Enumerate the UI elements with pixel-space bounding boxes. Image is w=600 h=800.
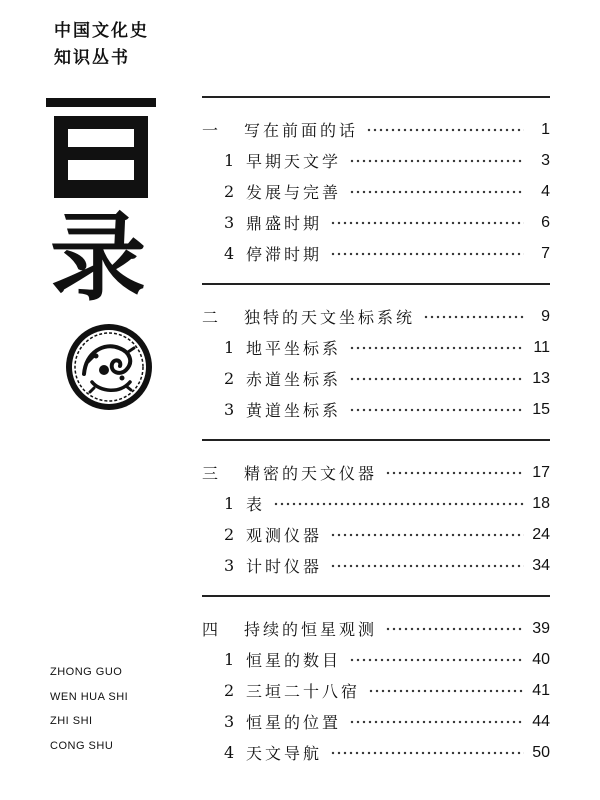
big-title-lu: 录 <box>50 202 146 314</box>
toc-section <box>202 96 550 269</box>
page-number: 41 <box>532 681 550 699</box>
toc-item-row[interactable] <box>202 519 550 550</box>
romanized-line: WEN HUA SHI <box>50 690 129 703</box>
item-number: 3 <box>224 556 235 575</box>
item-number: 1 <box>224 494 235 513</box>
page-number: 44 <box>532 712 550 730</box>
toc-item-row[interactable] <box>202 706 550 737</box>
dragon-seal-icon <box>64 322 154 412</box>
leader-dots <box>349 715 524 729</box>
chapter-number: 四 <box>202 620 219 639</box>
chapter-number: 一 <box>202 121 219 140</box>
page-number: 3 <box>541 151 550 169</box>
item-title: 停滞时期 <box>246 245 323 264</box>
item-number: 1 <box>224 650 235 669</box>
item-title: 恒星的位置 <box>246 713 342 732</box>
toc-item-row[interactable] <box>202 550 550 581</box>
page-number: 24 <box>532 525 550 543</box>
toc-item-row[interactable] <box>202 238 550 269</box>
leader-dots <box>349 341 524 355</box>
item-title: 恒星的数目 <box>246 651 342 670</box>
page-number: 34 <box>532 556 550 574</box>
leader-dots <box>368 684 524 698</box>
toc-section <box>202 595 550 768</box>
item-number: 1 <box>224 338 235 357</box>
chapter-title: 写在前面的话 <box>244 121 359 140</box>
toc-section <box>202 283 550 425</box>
leader-dots <box>273 497 524 511</box>
chapter-title: 持续的恒星观测 <box>244 620 378 639</box>
toc-item-row[interactable] <box>202 737 550 768</box>
item-title: 天文导航 <box>246 744 323 763</box>
page-number: 1 <box>541 120 550 138</box>
leader-dots <box>330 559 524 573</box>
leader-dots <box>349 154 524 168</box>
item-title: 表 <box>246 495 266 514</box>
leader-dots <box>385 466 524 480</box>
section-divider <box>202 595 550 597</box>
item-title: 计时仪器 <box>246 557 323 576</box>
item-number: 2 <box>224 681 235 700</box>
leader-dots <box>330 216 524 230</box>
big-title-mu <box>46 98 156 198</box>
item-title: 发展与完善 <box>246 183 342 202</box>
romanized-series-title <box>50 660 128 758</box>
page-number: 7 <box>541 244 550 262</box>
item-number: 1 <box>224 151 235 170</box>
item-number: 2 <box>224 369 235 388</box>
item-title: 三垣二十八宿 <box>246 682 361 701</box>
page-number: 11 <box>533 338 550 356</box>
toc-item-row[interactable] <box>202 488 550 519</box>
leader-dots <box>330 528 524 542</box>
romanized-line: ZHI SHI <box>50 715 93 727</box>
section-divider <box>202 96 550 98</box>
item-number: 4 <box>224 743 235 762</box>
toc-chapter-row[interactable] <box>202 114 550 145</box>
leader-dots <box>349 653 524 667</box>
page-number: 50 <box>532 743 550 761</box>
table-of-contents <box>202 96 550 768</box>
toc-item-row[interactable] <box>202 394 550 425</box>
leader-dots <box>349 403 524 417</box>
page-number: 18 <box>532 494 550 512</box>
series-title-line1: 中国文化史 <box>54 21 149 41</box>
toc-item-row[interactable] <box>202 176 550 207</box>
leader-dots <box>330 247 524 261</box>
leader-dots <box>349 185 524 199</box>
chapter-number: 二 <box>202 308 219 327</box>
page-number: 40 <box>532 650 550 668</box>
item-number: 3 <box>224 213 235 232</box>
series-title-line2: 知识丛书 <box>54 48 130 68</box>
item-title: 早期天文学 <box>246 152 342 171</box>
leader-dots <box>330 746 524 760</box>
toc-item-row[interactable] <box>202 145 550 176</box>
toc-section <box>202 439 550 581</box>
toc-item-row[interactable] <box>202 363 550 394</box>
page-number: 17 <box>532 463 550 481</box>
leader-dots <box>423 310 524 324</box>
toc-item-row[interactable] <box>202 207 550 238</box>
section-divider <box>202 283 550 285</box>
leader-dots <box>385 622 524 636</box>
romanized-line: ZHONG GUO <box>50 666 123 678</box>
item-number: 2 <box>224 182 235 201</box>
item-number: 3 <box>224 400 235 419</box>
page-number: 13 <box>532 369 550 387</box>
page-number: 39 <box>532 619 550 637</box>
toc-item-row[interactable] <box>202 644 550 675</box>
page-number: 6 <box>541 213 550 231</box>
toc-item-row[interactable] <box>202 675 550 706</box>
toc-chapter-row[interactable] <box>202 301 550 332</box>
chapter-title: 独特的天文坐标系统 <box>244 308 416 327</box>
romanized-line: CONG SHU <box>50 739 114 752</box>
page-number: 9 <box>541 307 550 325</box>
page-number: 15 <box>532 400 550 418</box>
leader-dots <box>349 372 524 386</box>
leader-dots <box>366 123 524 137</box>
section-divider <box>202 439 550 441</box>
toc-chapter-row[interactable] <box>202 457 550 488</box>
page-number: 4 <box>541 182 550 200</box>
chapter-title: 精密的天文仪器 <box>244 464 378 483</box>
item-title: 鼎盛时期 <box>246 214 323 233</box>
toc-item-row[interactable] <box>202 332 550 363</box>
item-number: 3 <box>224 712 235 731</box>
item-title: 赤道坐标系 <box>246 370 342 389</box>
item-number: 4 <box>224 244 235 263</box>
toc-chapter-row[interactable] <box>202 613 550 644</box>
series-title <box>54 18 149 72</box>
item-title: 黄道坐标系 <box>246 401 342 420</box>
item-number: 2 <box>224 525 235 544</box>
chapter-number: 三 <box>202 464 219 483</box>
item-title: 观测仪器 <box>246 526 323 545</box>
item-title: 地平坐标系 <box>246 339 342 358</box>
